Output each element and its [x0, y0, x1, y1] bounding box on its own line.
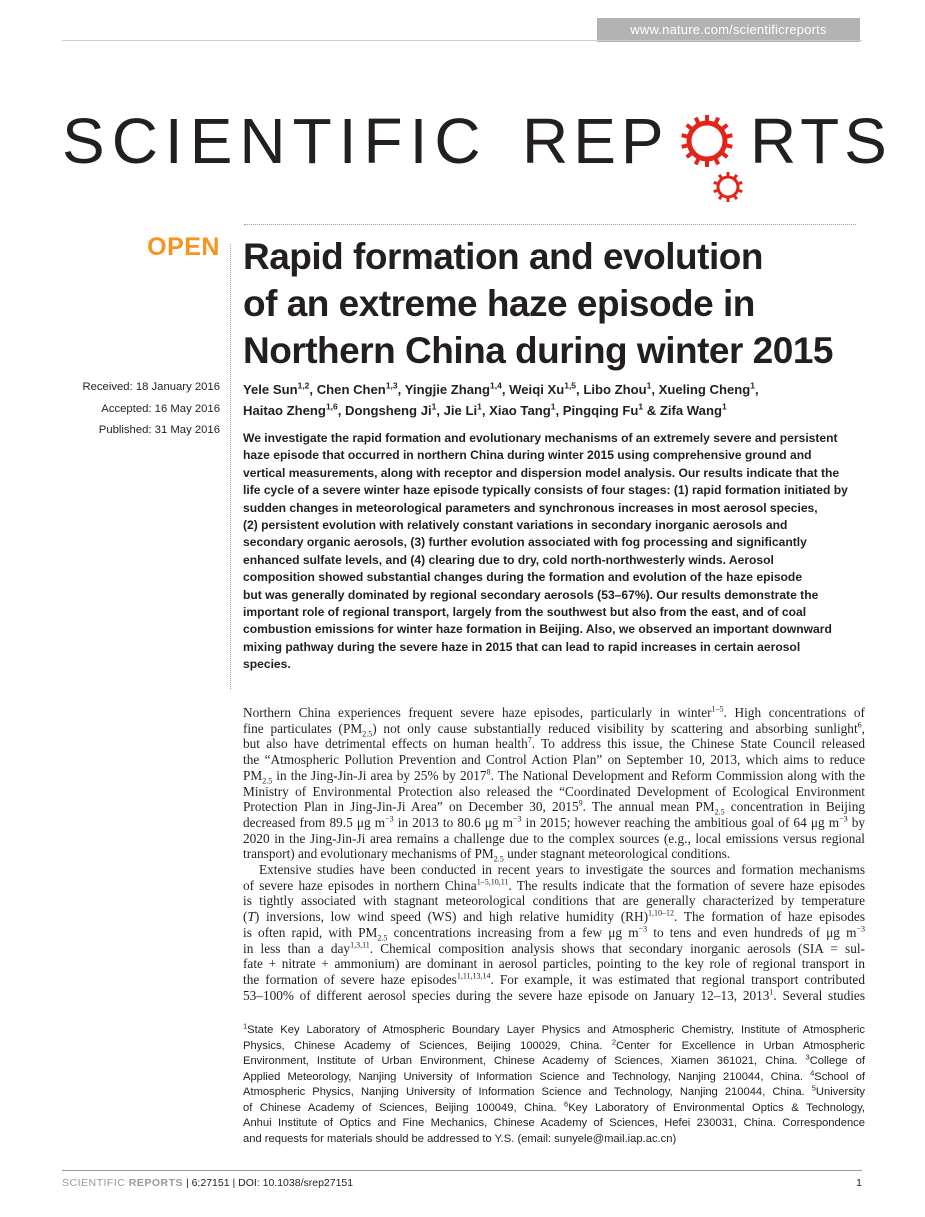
author-line: Yele Sun$^{1,2}$, Chen Chen$^{1,3}$, Yingjie Zhang$^{1,4}$, Weiqi Xu$^{1,5}$, Libo Zhou$^1$, Xueling Cheng$^1$, [243, 380, 759, 397]
affiliation-line: Applied Meteorology, Nanjing University of Information Science and Technology, Nanjing 210044, China. $^4$School of [243, 1067, 865, 1083]
abstract [243, 430, 867, 674]
author-list [243, 379, 873, 421]
abstract-line: haze episode that occurred in northern China during winter 2015 using comprehensive ground and [243, 448, 812, 463]
body-line: the formation of severe haze episodes$^{1,11,13,14}$. For example, it was estimated that regional transport contributed [243, 971, 865, 987]
abstract-line: enhanced sulfate levels, and (4) clearing due to dry, cold north-northwesterly winds. Aerosol [243, 552, 774, 567]
accepted-date: Accepted: 16 May 2016 [101, 402, 220, 415]
published-date: Published: 31 May 2016 [98, 424, 220, 436]
affiliations [243, 1023, 865, 1147]
logo-rts: RTS [750, 105, 892, 177]
header-dotted-divider [244, 224, 856, 225]
author-line: Haitao Zheng$^{1,6}$, Dongsheng Ji$^1$, Jie Li$^1$, Xiao Tang$^1$, Pingqing Fu$^1$ & Zifa Wang$^1$ [243, 401, 727, 418]
author-name[interactable]: Yele Sun [243, 382, 298, 397]
received-date: Received: 18 January 2016 [82, 381, 220, 393]
article-dates [60, 377, 220, 442]
side-dotted-divider [230, 244, 231, 689]
body-line: is tightly associated with stagnant meteorological conditions that are generally characterized by temperature [243, 893, 865, 909]
open-access-label: OPEN [147, 233, 220, 261]
author-name[interactable]: Weiqi Xu [509, 382, 565, 397]
abstract-line: important role of regional transport, largely from the southwest but also from the east, and of coal [243, 605, 807, 620]
author-name[interactable]: Zifa Wang [659, 403, 722, 418]
gear-tooth [705, 115, 709, 123]
author-affiliation: 1,2 [297, 380, 310, 391]
author-affiliation: 1 [477, 401, 482, 412]
gear-icon [670, 107, 750, 207]
body-line: decreased from 89.5 μg $m^{-3}$ in 2013 to 80.6 μg $m^{-3}$ in 2015; however reaching the ambitious goal of 64 μg $m^{-3}$ by [243, 814, 866, 830]
affiliation-line: Atmospheric Physics, Nanjing University of Information Science and Technology, Nanjing 210044, China. $^5$University [243, 1083, 865, 1098]
abstract-line: life cycle of a severe winter haze episode typically consists of four stages: (1) rapid formation initiated by [243, 483, 848, 498]
author-name[interactable]: Libo Zhou [583, 382, 647, 397]
abstract-line: vertical measurements, along with receptor and dispersion model analysis. Our results indicate that the [243, 465, 840, 480]
body-line: but also have detrimental effects on human health$^7$. To address this issue, the Chinese State Council released [243, 735, 865, 752]
affiliation-line: Anhui Institute of Optics and Fine Mechanics, Chinese Academy of Sciences, Hefei 230031, China. Correspondence [243, 1117, 865, 1129]
author-affiliation: 1 [431, 401, 437, 412]
body-line: the “Atmospheric Pollution Prevention and Control Action Plan” on September 10, 2013, which aims to reduce [243, 752, 865, 768]
correspondence-email[interactable]: and requests for materials should be addressed to Y.S. (email: sunyele@mail.iap.ac.cn) [243, 1132, 677, 1145]
author-affiliation: 1 [550, 401, 556, 412]
body-line: fate + nitrate + ammonium) are dominant in aerosol particles, pointing to the key role of regional transport in [243, 956, 865, 972]
page-number: 1 [856, 1177, 862, 1189]
abstract-line: secondary organic aerosols, (3) further evolution associated with fog processing and significantly [243, 535, 807, 550]
journal-url-link[interactable]: www.nature.com/scientificreports [597, 18, 860, 42]
abstract-line: mixing pathway during the severe haze in 2015 that can lead to rapid increases in certain aerosol [243, 639, 801, 654]
author-affiliation: 1,4 [490, 380, 502, 391]
article-title [243, 233, 863, 374]
footer-journal-scientific: SCIENTIFIC [62, 1177, 129, 1189]
abstract-line: but was generally dominated by regional secondary aerosols (53–67%). Our results demonstrate the [243, 587, 819, 602]
abstract-line: (2) persistent evolution with relatively constant variations in secondary inorganic aerosols and [243, 518, 788, 533]
body-line: in less than a day$^{1,3,11}$. Chemical composition analysis shows that secondary inorganic aerosols (SIA = sul- [243, 940, 865, 956]
body-line: (T) inversions, low wind speed (WS) and high relative humidity (RH)$^{1,10-12}$. The formation of haze episodes [243, 908, 865, 925]
logo-rep: REP [522, 105, 669, 177]
affiliation-line: of Chinese Academy of Sciences, Beijing 100049, China. $^6$Key Laboratory of Environmental Optics & Technology, [243, 1098, 865, 1114]
affiliation-line: Physics, Chinese Academy of Sciences, Beijing 100029, China. $^2$Center for Excellence in Urban Atmospheric [243, 1036, 865, 1052]
author-name[interactable]: Chen Chen [316, 382, 386, 397]
footer-citation [62, 1177, 862, 1189]
gear-tooth [713, 117, 720, 126]
gear-tooth [694, 156, 701, 165]
title-line: of an extreme haze episode in [243, 283, 755, 324]
author-name[interactable]: Jie Li [443, 403, 478, 418]
affiliation-line: $^1$State Key Laboratory of Atmospheric Boundary Layer Physics and Atmospheric Chemistry, Institute of Atmospheric [243, 1021, 865, 1036]
author-name[interactable]: Haitao Zheng [243, 403, 326, 418]
affiliation-line [243, 1132, 865, 1148]
footer-journal-reports: REPORTS [128, 1177, 184, 1189]
body-line: is often rapid, with $PM_{2.5}$ concentrations increasing from a few μg $m^{-3}$ to tens and even hundreds of μg $m^{-3}$ [243, 924, 865, 943]
author-name[interactable]: Yingjie Zhang [404, 382, 491, 397]
body-line: fine particulates $(PM_{2.5})$ not only cause substantially reduced visibility by scattering and absorbing sunlight$^6$, [243, 720, 865, 739]
body-line: Northern China experiences frequent severe haze episodes, particularly in winter$^{1-5}$. High concentrations of [243, 704, 865, 720]
body-line: Protection Plan in Jing-Jin-Ji Area” on December 30, 2015$^9$. The annual mean $PM_{2.5}$ concentration in Beijing [243, 798, 865, 817]
author-affiliation: 1 [646, 380, 652, 391]
title-line: Northern China during winter 2015 [243, 330, 833, 371]
author-affiliation: 1 [721, 401, 727, 412]
abstract-line: We investigate the rapid formation and evolutionary mechanisms of an extremely severe and persistent [243, 431, 838, 445]
abstract-line: species. [243, 657, 291, 672]
footer-doi[interactable]: | 6:27151 | DOI: 10.1038/srep27151 [183, 1177, 354, 1189]
author-affiliation: 1,6 [325, 401, 338, 412]
author-affiliation: 1 [638, 401, 644, 412]
author-name[interactable]: Pingqing Fu [562, 403, 639, 418]
gear-tooth [713, 156, 720, 165]
abstract-line: combustion emissions for winter haze formation in Beijing. Also, we observed an important downward [243, 622, 832, 637]
body-text [243, 705, 865, 1003]
body-line: 2020 in the Jing-Jin-Ji area remains a challenge due to the complex sources (e.g., local emissions versus regional [243, 830, 865, 846]
logo-scientific: SCIENTIFIC [62, 105, 488, 177]
author-name[interactable]: Xueling Cheng [658, 382, 751, 397]
abstract-line: sudden changes in meteorological parameters and synchronous increases in most aerosol species, [243, 500, 818, 515]
affiliation-line: Environment, Institute of Urban Environment, Chinese Academy of Sciences, Xiamen 361021, China. $^3$College of [243, 1052, 865, 1067]
body-line: 53–100% of different aerosol species during the severe haze episode on January 12–13, 2013$^1$. Several studies [243, 987, 865, 1003]
footer-divider [62, 1170, 862, 1171]
author-affiliation: 1 [750, 380, 755, 391]
author-name[interactable]: Xiao Tang [489, 403, 551, 418]
body-line: Ministry of Environmental Protection also released the “Coordinated Development of Ecological Environment [243, 783, 865, 799]
author-affiliation: 1,5 [564, 380, 577, 391]
body-line: $PM_{2.5}$ in the Jing-Jin-Ji area by 25% by 2017$^8$. The National Development and Reform Commission along with the [243, 767, 865, 786]
title-line: Rapid formation and evolution [243, 236, 763, 277]
gear-tooth [705, 159, 709, 167]
journal-logo [62, 101, 892, 181]
gear-tooth [727, 196, 730, 202]
author-affiliation: 1,3 [385, 380, 398, 391]
body-line: Extensive studies have been conducted in recent years to investigate the sources and formation mechanisms [259, 862, 865, 878]
abstract-line: composition showed substantial changes during the formation and evolution of the haze episode [243, 570, 803, 585]
gear-tooth [694, 117, 701, 126]
gear-tooth [727, 172, 730, 178]
top-divider [62, 40, 862, 41]
body-line: transport) and evolutionary mechanisms of $PM_{2.5}$ under stagnant meteorological conditions. [243, 846, 731, 864]
body-line: of severe haze episodes in northern China$^{1-5,10,11}$. The results indicate that the formation of severe haze episodes [243, 877, 865, 893]
author-name[interactable]: Dongsheng Ji [345, 403, 432, 418]
